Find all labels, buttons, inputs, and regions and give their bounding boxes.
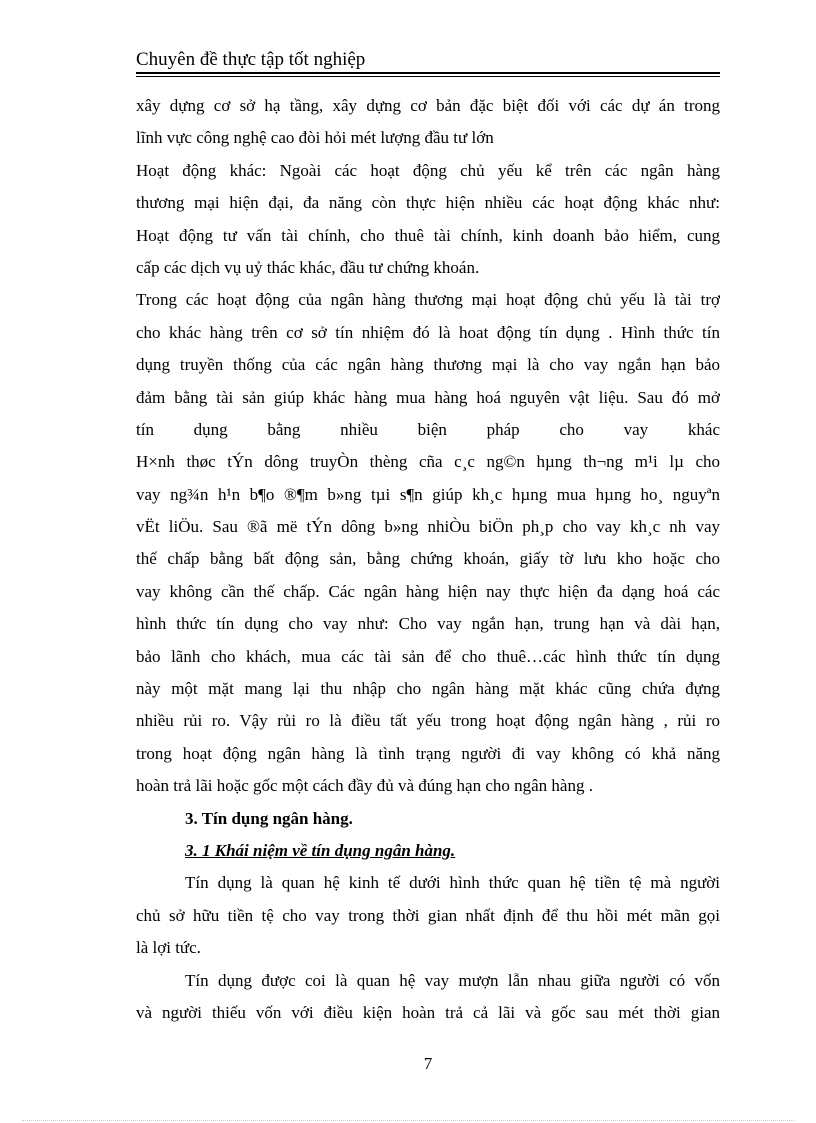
text-line: dụng truyền thống của các ngân hàng thương mại là cho vay ngắn hạn bảo bbox=[136, 355, 720, 375]
text-line: nhiều rủi ro. Vậy rủi ro là điều tất yếu trong hoạt động ngân hàng , rủi ro bbox=[136, 711, 720, 731]
text-line: xây dựng cơ sở hạ tầng, xây dựng cơ bản đặc biệt đối với các dự án trong bbox=[136, 96, 720, 115]
text-line: Tín dụng được coi là quan hệ vay mượn lẫn nhau giữa người có vốn bbox=[185, 970, 720, 990]
text-line: hoàn trả lãi hoặc gốc một cách đầy đủ và đúng hạn cho ngân hàng . bbox=[136, 776, 593, 796]
header-title: Chuyên đề thực tập tốt nghiệp bbox=[136, 49, 366, 70]
page-bottom-dotted-rule bbox=[22, 1120, 794, 1121]
text-line: Trong các hoạt động của ngân hàng thương mại hoạt động chủ yếu là tài trợ bbox=[136, 290, 720, 310]
text-line: chủ sở hữu tiền tệ cho vay trong thời gian nhất định để thu hồi mét mãn gọi bbox=[136, 905, 720, 925]
text-line: thế chấp bằng bất động sản, bằng chứng khoán, giấy tờ lưu kho hoặc cho bbox=[136, 549, 720, 569]
text-line-legacy-encoding: H×nh thøc tÝn dông truyÒn thèng cña c¸c ng©n hµng th¬ng m¹i lµ cho bbox=[136, 452, 720, 472]
text-line-legacy-encoding: vay ng¾n h¹n b¶o ®¶m b»ng tµi s¶n giúp kh¸c hµng mua hµng ho¸ nguyªn bbox=[136, 484, 720, 504]
text-line: hình thức tín dụng cho vay như: Cho vay ngắn hạn, trung hạn và dài hạn, bbox=[136, 614, 720, 634]
text-line: Hoạt động tư vấn tài chính, cho thuê tài chính, kinh doanh bảo hiểm, cung bbox=[136, 225, 720, 245]
subsection-heading: 3. 1 Khái niệm về tín dụng ngân hàng. bbox=[185, 840, 456, 860]
text-line: là lợi tức. bbox=[136, 938, 201, 958]
text-line: tín dụng bằng nhiều biện pháp cho vay khác bbox=[136, 419, 720, 439]
text-line-legacy-encoding: vËt liÖu. Sau ®ã më tÝn dông b»ng nhiÒu biÖn ph¸p cho vay kh¸c nh vay bbox=[136, 517, 720, 537]
text-line: thương mại hiện đại, đa năng còn thực hiện nhiều các hoạt động khác như: bbox=[136, 193, 720, 213]
section-heading: 3. Tín dụng ngân hàng. bbox=[185, 808, 353, 828]
text-line: bảo lãnh cho khách, mua các tài sản để cho thuê…các hình thức tín dụng bbox=[136, 646, 720, 666]
document-body bbox=[136, 90, 720, 1029]
header-rule-thin bbox=[136, 76, 720, 77]
header-rule-thick bbox=[136, 72, 720, 74]
text-line: vay không cần thế chấp. Các ngân hàng hiện nay thực hiện đa dạng hoá các bbox=[136, 581, 720, 601]
text-line: cấp các dịch vụ uỷ thác khác, đầu tư chứng khoán. bbox=[136, 257, 480, 277]
text-line: này một mặt mang lại thu nhập cho ngân hàng mặt khác cũng chứa đựng bbox=[136, 679, 720, 699]
page-number: 7 bbox=[423, 1054, 433, 1073]
text-line: trong hoạt động ngân hàng là tình trạng người đi vay không có khả năng bbox=[136, 743, 720, 763]
text-line: Hoạt động khác: Ngoài các hoạt động chủ yếu kể trên các ngân hàng bbox=[136, 160, 720, 180]
subsection-heading-row bbox=[136, 835, 720, 867]
text-line: và người thiếu vốn với điều kiện hoàn trả cả lãi và gốc sau mét thời gian bbox=[136, 1002, 720, 1022]
text-line: Tín dụng là quan hệ kinh tế dưới hình thức quan hệ tiền tệ mà người bbox=[185, 873, 720, 893]
text-line: lĩnh vực công nghệ cao đòi hỏi mét lượng đầu tư lớn bbox=[136, 128, 494, 148]
text-line: cho khác hàng trên cơ sở tín nhiệm đó là hoat động tín dụng . Hình thức tín bbox=[136, 322, 720, 342]
text-line: đảm bằng tài sản giúp khác hàng mua hàng hoá nguyên vật liệu. Sau đó mở bbox=[136, 387, 720, 407]
